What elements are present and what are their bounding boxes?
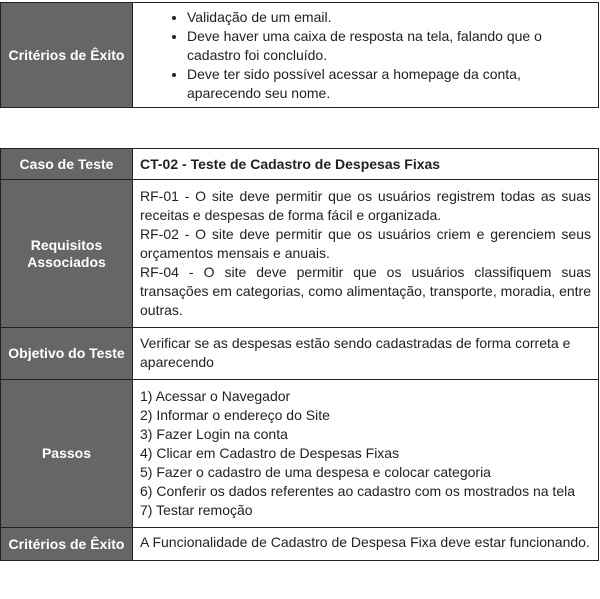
steps-label: Passos [1, 380, 133, 528]
step-item: 6) Conferir os dados referentes ao cadastro com os mostrados na tela [140, 483, 575, 499]
step-item: 1) Acessar o Navegador [140, 388, 291, 404]
success-criteria-row [1, 3, 599, 108]
list-item: • Validação de um email. [187, 8, 588, 27]
success-criteria-list [140, 8, 588, 103]
step-item: 3) Fazer Login na conta [140, 426, 288, 442]
step-item: 4) Clicar em Cadastro de Despesas Fixas [140, 445, 400, 461]
case-title: CT-02 - Teste de Cadastro de Despesas Fixas [133, 149, 599, 180]
criteria-content: A Funcionalidade de Cadastro de Despesa Fixa deve estar funcionando. [133, 528, 599, 561]
list-item: • Deve ter sido possível acessar a homepage da conta, aparecendo seu nome. [187, 65, 588, 103]
criteria-row [1, 528, 599, 561]
requirements-label: Requisitos Associados [1, 180, 133, 328]
requirements-content [133, 180, 599, 328]
requirement-item: RF-02 - O site deve permitir que os usuários criem e gerenciem seus orçamentos mensais e anuais. [140, 226, 591, 261]
step-item: 5) Fazer o cadastro de uma despesa e colocar categoria [140, 464, 491, 480]
requirement-item: RF-01 - O site deve permitir que os usuários registrem todas as suas receitas e despesas de forma fácil e organizada. [140, 188, 591, 223]
success-criteria-table [0, 2, 599, 108]
success-criteria-label: Critérios de Êxito [1, 3, 133, 108]
case-row [1, 149, 599, 180]
requirements-row [1, 180, 599, 328]
requirement-item: RF-04 - O site deve permitir que os usuários classifiquem suas transações em categorias, como alimentação, transporte, moradia, entre outras. [140, 264, 591, 318]
criteria-label: Critérios de Êxito [1, 528, 133, 561]
step-item: 7) Testar remoção [140, 502, 253, 518]
steps-row [1, 380, 599, 528]
objective-label: Objetivo do Teste [1, 328, 133, 380]
objective-content: Verificar se as despesas estão sendo cadastradas de forma correta e aparecendo [133, 328, 599, 380]
list-item: • Deve haver uma caixa de resposta na tela, falando que o cadastro foi concluído. [187, 27, 588, 65]
steps-content [133, 380, 599, 528]
success-criteria-content [133, 3, 599, 108]
step-item: 2) Informar o endereço do Site [140, 407, 330, 423]
objective-row [1, 328, 599, 380]
case-label: Caso de Teste [1, 149, 133, 180]
test-case-table [0, 148, 599, 561]
